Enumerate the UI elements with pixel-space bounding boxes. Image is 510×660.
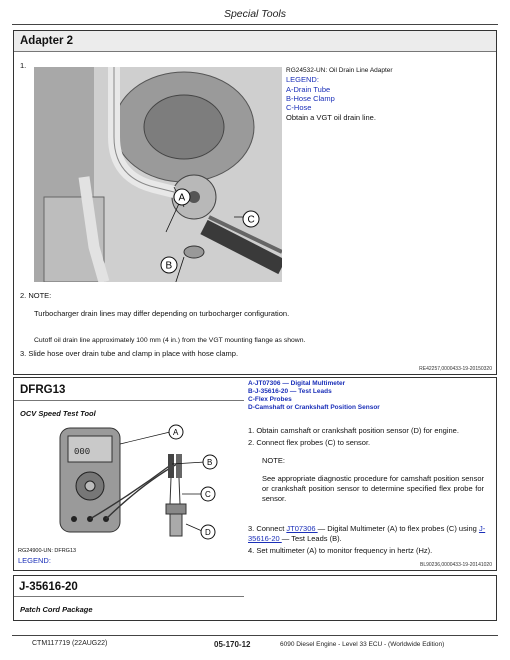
svg-text:000: 000: [74, 447, 91, 457]
dfrg13-title: DFRG13: [14, 378, 496, 400]
dfrg-legend-title: LEGEND:: [18, 556, 51, 565]
adapter-ref-code: RE42257,0000433-19-20150320: [419, 366, 492, 372]
oil-drain-adapter-photo: [34, 67, 282, 282]
dfrg13-title-rule: [14, 400, 244, 401]
header-divider: [12, 24, 498, 25]
patch-cord-title-rule: [14, 596, 244, 597]
adapter-section: [13, 30, 497, 375]
turbo-note: Turbocharger drain lines may differ depending on turbocharger configuration.: [34, 309, 290, 318]
j-35616-20-link[interactable]: J-35616-20: [248, 524, 486, 543]
dfrg-step-2: 2. Connect flex probes (C) to sensor.: [248, 438, 371, 447]
callout-layer: [34, 67, 282, 282]
footer-divider: [12, 635, 498, 636]
dfrg-callout-a-label: A: [173, 428, 179, 437]
footer-page-number: 05-170-12: [214, 640, 251, 649]
callout-b-badge: [158, 254, 180, 276]
step-1-number: 1.: [20, 61, 27, 70]
dfrg-legend-b: B-J-35616-20 — Test Leads: [248, 388, 332, 395]
callout-a-label: A: [178, 192, 186, 204]
page-header-title: Special Tools: [223, 8, 287, 20]
dfrg-legend-c: C-Flex Probes: [248, 396, 292, 403]
dfrg-step-3-text-c: — Test Leads (B).: [281, 534, 342, 543]
dfrg13-subtitle: OCV Speed Test Tool: [20, 409, 96, 418]
dfrg-callout-b-label: B: [207, 458, 213, 467]
dfrg-step-3-text-b: — Digital Multimeter (A) to flex probes (C) using: [317, 524, 479, 533]
dfrg13-section: [13, 377, 497, 571]
patch-cord-title: J-35616-20: [19, 581, 78, 593]
dfrg-callout-c-label: C: [205, 490, 211, 499]
dfrg-ref-code: BL90236,0000433-19-20141020: [419, 562, 492, 568]
legend-hose-clamp: B-Hose Clamp: [286, 94, 335, 103]
dfrg-legend-a: A-JT07306 — Digital Multimeter: [248, 380, 346, 387]
step-3: 3. Slide hose over drain tube and clamp in place with hose clamp.: [20, 349, 239, 358]
multimeter-illustration: [42, 424, 232, 544]
dfrg-step-1: 1. Obtain camshaft or crankshaft position sensor (D) for engine.: [248, 426, 459, 435]
jt07306-link[interactable]: JT07306: [286, 524, 318, 533]
callout-b-label: B: [165, 260, 173, 272]
dfrg-legend-d: D-Camshaft or Crankshaft Position Sensor: [248, 404, 380, 411]
adapter-legend-title: LEGEND:: [286, 75, 319, 84]
dfrg-step-4: 4. Set multimeter (A) to monitor frequency in hertz (Hz).: [248, 546, 433, 555]
cutoff-instruction: Cutoff oil drain line approximately 100 mm (4 in.) from the VGT mounting flange as shown.: [34, 337, 306, 344]
dfrg-step-3: [248, 524, 488, 544]
dfrg-note: See appropriate diagnostic procedure for camshaft position sensor or crankshaft position sensor to determine specified flex probe for sensor.: [262, 474, 484, 503]
callout-c-label: C: [247, 214, 255, 226]
dfrg-image-id: RG24900-UN: DFRG13: [18, 548, 77, 554]
footer-doc-id: CTM117719 (22AUG22): [32, 640, 108, 647]
patch-cord-subtitle: Patch Cord Package: [20, 605, 93, 614]
legend-drain-tube: A-Drain Tube: [286, 85, 331, 94]
adapter-title: Adapter 2: [14, 31, 496, 52]
footer-manual-title: 6090 Diesel Engine - Level 33 ECU - (Worldwide Edition): [280, 641, 445, 648]
dfrg-callout-d-label: D: [205, 528, 211, 537]
adapter-image-id: RG24532-UN: Oil Drain Line Adapter: [286, 67, 393, 74]
dfrg-step-3-text-a: 3. Connect: [248, 524, 287, 533]
patch-cord-section: [13, 575, 497, 621]
step-2-note-label: 2. NOTE:: [20, 291, 52, 300]
dfrg-note-label: NOTE:: [262, 456, 285, 465]
legend-hose: C-Hose: [286, 103, 312, 112]
adapter-description: Obtain a VGT oil drain line.: [286, 113, 376, 122]
